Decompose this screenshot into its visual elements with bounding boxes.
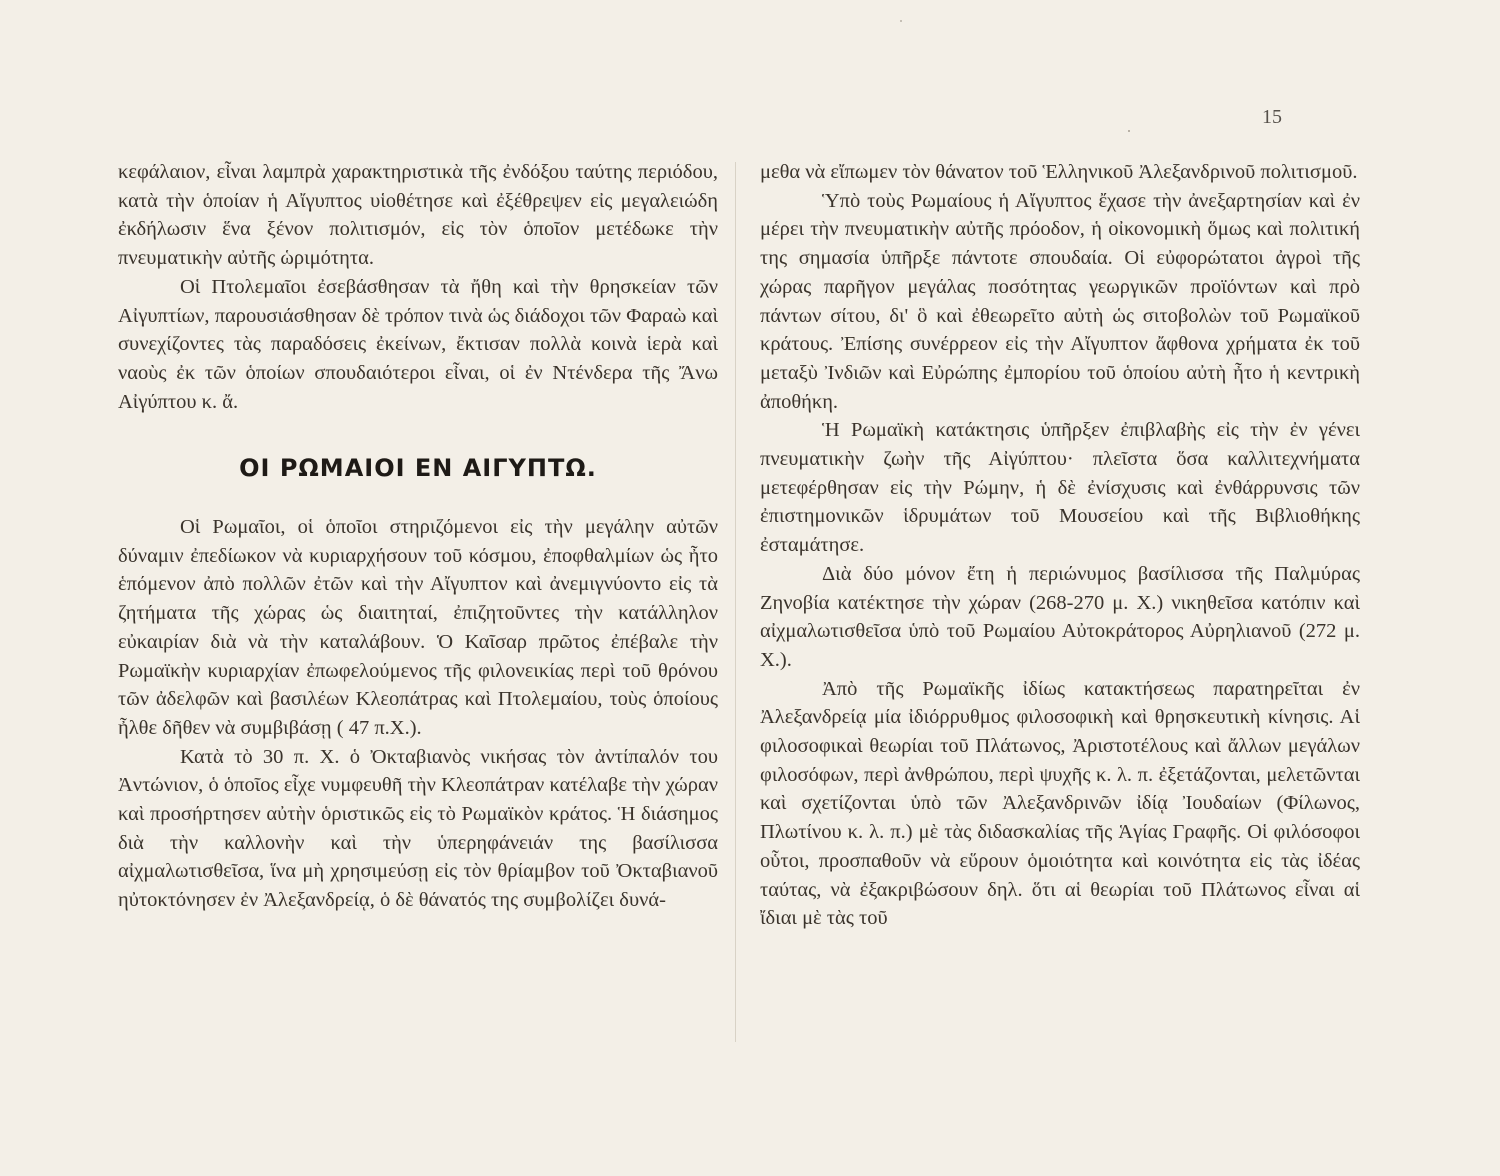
- column-divider: [735, 162, 736, 1042]
- page-number: 15: [1262, 106, 1282, 128]
- paragraph: Ἀπὸ τῆς Ρωμαϊκῆς ἰδίως κατακτήσεως παρατηρεῖται ἐν Ἀλεξανδρείᾳ μία ἰδιόρρυθμος φιλοσοφικὴ καὶ θρησκευτικὴ κίνησις. Αἱ φιλοσοφικαὶ θεωρίαι τοῦ Πλάτωνος, Ἀριστοτέλους καὶ ἄλλων μεγάλων φιλοσόφων, περὶ ἀνθρώπου, περὶ ψυχῆς κ. λ. π. ἐξετάζονται, μελετῶνται καὶ σχετίζονται ὑπὸ τῶν Ἀλεξανδρινῶν ἰδίᾳ Ἰουδαίων (Φίλωνος, Πλωτίνου κ. λ. π.) μὲ τὰς διδασκαλίας τῆς Ἁγίας Γραφῆς. Οἱ φιλόσοφοι οὗτοι, προσπαθοῦν νὰ εὕρουν ὁμοιότητα καὶ κοινότητα εἰς τὰς ἰδέας ταύτας, νὰ ἐξακριβώσουν δηλ. ὅτι αἱ θεωρίαι τοῦ Πλάτωνος εἶναι αἱ ἴδιαι μὲ τὰς τοῦ: [760, 677, 1360, 930]
- paper-speck: [900, 20, 902, 22]
- paragraph: Οἱ Πτολεμαῖοι ἐσεβάσθησαν τὰ ἤθη καὶ τὴν θρησκείαν τῶν Αἰγυπτίων, παρουσιάσθησαν δὲ τρόπον τινὰ ὡς διάδοχοι τῶν Φαραὼ καὶ συνεχίζοντες τὰς παραδόσεις ἐκείνων, ἔκτισαν πολλὰ κοινὰ ἱερὰ καὶ ναοὺς ἐκ τῶν ὁποίων σπουδαιότεροι εἶναι, οἱ ἐν Ντένδερα τῆς Ἄνω Αἰγύπτου κ. ἄ.: [118, 275, 718, 413]
- paragraph: κεφάλαιον, εἶναι λαμπρὰ χαρακτηριστικὰ τῆς ἐνδόξου ταύτης περιόδου, κατὰ τὴν ὁποίαν ἡ Αἴγυπτος υἱοθέτησε καὶ ἐξέθρεψεν εἰς μεγαλειώδη ἐκδήλωσιν ἕνα ξένον πολιτισμόν, εἰς τὸν ὁποῖον μετέδωκε τὴν πνευματικὴν αὐτῆς ὡριμότητα.: [118, 161, 718, 270]
- paragraph: μεθα νὰ εἴπωμεν τὸν θάνατον τοῦ Ἑλληνικοῦ Ἀλεξανδρινοῦ πολιτισμοῦ.: [760, 161, 1358, 183]
- paragraph: Οἱ Ρωμαῖοι, οἱ ὁποῖοι στηριζόμενοι εἰς τὴν μεγάλην αὐτῶν δύναμιν ἐπεδίωκον νὰ κυριαρχήσουν τοῦ κόσμου, ἐποφθαλμίων ὡς ἦτο ἑπόμενον ἀπὸ πολλῶν ἐτῶν καὶ τὴν Αἴγυπτον καὶ ἀνεμιγνύοντο εἰς τὰ ζητήματα τῆς χώρας ὡς διαιτηταί, ἐπιζητοῦντες τὴν κατάλληλον εὐκαιρίαν διὰ νὰ τὴν καταλάβουν. Ὁ Καῖσαρ πρῶτος ἐπέβαλε τὴν Ρωμαϊκὴν κυριαρχίαν ἐπωφελούμενος τῆς φιλονεικίας περὶ τοῦ θρόνου τῶν ἀδελφῶν καὶ βασιλέων Κλεοπάτρας καὶ Πτολεμαίου, τοὺς ὁποίους ἦλθε δῆθεν νὰ συμβιβάσῃ ( 47 π.Χ.).: [118, 516, 718, 739]
- right-column: [760, 158, 1360, 933]
- paragraph: Ἡ Ρωμαϊκὴ κατάκτησις ὑπῆρξεν ἐπιβλαβὴς εἰς τὴν ἐν γένει πνευματικὴν ζωὴν τῆς Αἰγύπτου· πλεῖστα ὅσα καλλιτεχνήματα μετεφέρθησαν εἰς τὴν Ρώμην, ἡ δὲ ἐνίσχυσις καὶ ἐνθάρρυνσις τῶν ἐπιστημονικῶν ἱδρυμάτων τοῦ Μουσείου καὶ τῆς Βιβλιοθήκης ἐσταμάτησε.: [760, 419, 1360, 557]
- paper-speck: [1128, 130, 1130, 132]
- section-heading: ΟΙ ΡΩΜΑΙΟΙ ΕΝ ΑΙΓΥΠΤΩ.: [239, 454, 597, 483]
- paragraph: Ὑπὸ τοὺς Ρωμαίους ἡ Αἴγυπτος ἔχασε τὴν ἀνεξαρτησίαν καὶ ἐν μέρει τὴν πνευματικὴν αὐτῆς πρόοδον, ἡ οἰκονομικὴ ὅμως καὶ πολιτική της σημασία ὑπῆρξε πάντοτε σπουδαία. Οἱ εὐφορώτατοι ἀγροὶ τῆς χώρας παρῆγον μεγάλας ποσότητας γεωργικῶν προϊόντων καὶ πρὸ πάντων σίτου, δι' ὃ καὶ ἐθεωρεῖτο αὐτὴ ὡς σιτοβολὼν τοῦ Ρωμαϊκοῦ κράτους. Ἐπίσης συνέρρεον εἰς τὴν Αἴγυπτον ἄφθονα χρήματα ἐκ τοῦ μεταξὺ Ἰνδιῶν καὶ Εὐρώπης ἐμπορίου τοῦ ὁποίου αὐτὴ ἦτο ἡ κεντρικὴ ἀποθήκη.: [760, 189, 1360, 413]
- paragraph: Διὰ δύο μόνον ἔτη ἡ περιώνυμος βασίλισσα τῆς Παλμύρας Ζηνοβία κατέκτησε τὴν χώραν (268-270 μ. Χ.) νικηθεῖσα κατόπιν καὶ αἰχμαλωτισθεῖσα ὑπὸ τοῦ Ρωμαίου Αὐτοκράτορος Αὐρηλιανοῦ (272 μ. Χ.).: [760, 562, 1360, 671]
- left-column: [118, 158, 718, 915]
- paragraph: Κατὰ τὸ 30 π. Χ. ὁ Ὀκταβιανὸς νικήσας τὸν ἀντίπαλόν του Ἀντώνιον, ὁ ὁποῖος εἶχε νυμφευθῆ τὴν Κλεοπάτραν κατέλαβε τὴν χώραν καὶ προσήρτησεν αὐτὴν ὁριστικῶς εἰς τὸ Ρωμαϊκὸν κράτος. Ἡ διάσημος διὰ τὴν καλλονὴν καὶ τὴν ὑπερηφάνειάν της βασίλισσα αἰχμαλωτισθεῖσα, ἵνα μὴ χρησιμεύσῃ εἰς τὸν θρίαμβον τοῦ Ὀκταβιανοῦ ηὐτοκτόνησεν ἐν Ἀλεξανδρείᾳ, ὁ δὲ θάνατός της συμβολίζει δυνά-: [118, 745, 718, 912]
